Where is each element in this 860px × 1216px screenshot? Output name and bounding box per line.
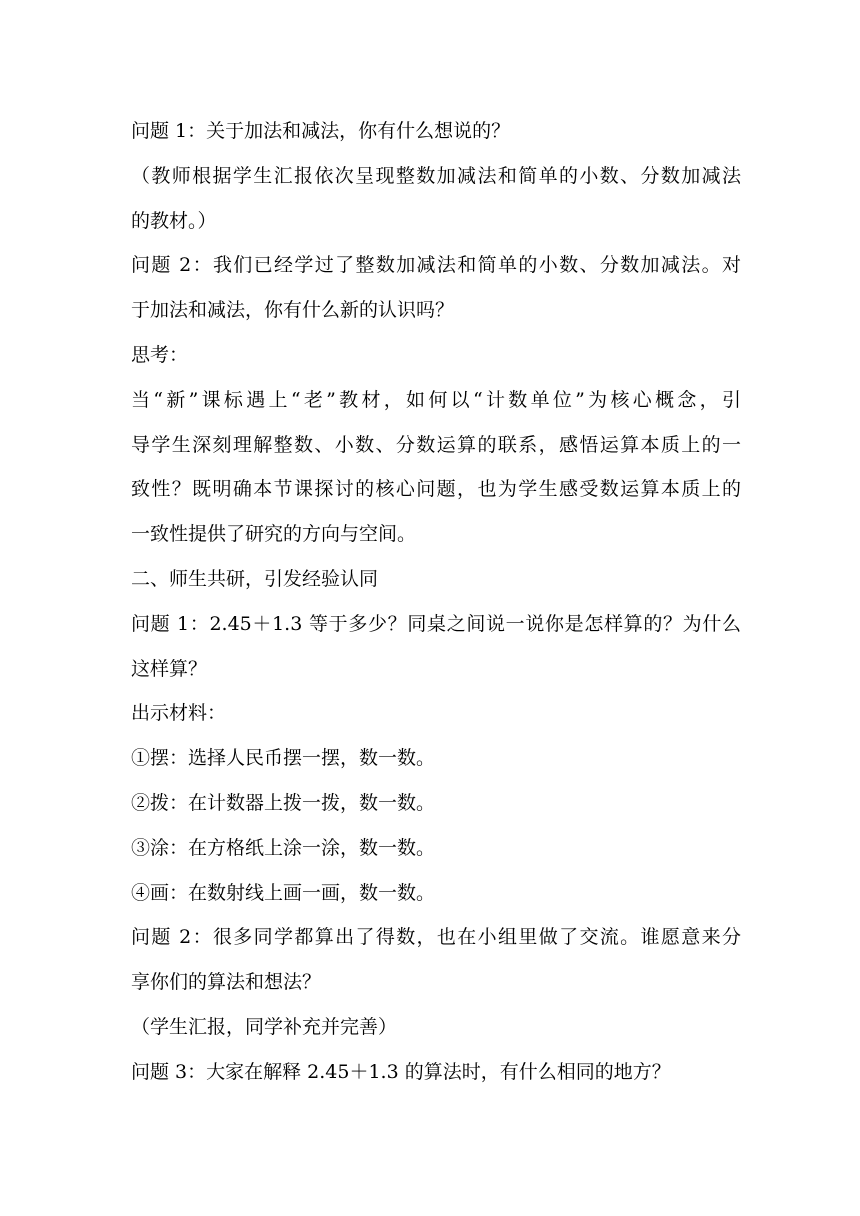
- teacher-note-line-1: （教师根据学生汇报依次呈现整数加减法和简单的小数、分数加减法: [131, 164, 741, 187]
- question-1-text: 问题 1：关于加法和减法，你有什么想说的？: [131, 120, 511, 142]
- material-item: ③涂：在方格纸上涂一涂，数一数。: [131, 836, 436, 859]
- question-2-line-2: 于加法和减法，你有什么新的认识吗？: [131, 299, 455, 322]
- question-2-line-1: 问题 2：我们已经学过了整数加减法和简单的小数、分数加减法。对: [131, 254, 741, 277]
- section-question-1-line-2: 这样算？: [131, 657, 208, 680]
- reflection-line-1: 当“新”课标遇上“老”教材，如何以“计数单位”为核心概念，引: [131, 388, 741, 411]
- material-item: ②拨：在计数器上拨一拨，数一数。: [131, 791, 436, 814]
- reflection-heading: 思考：: [131, 343, 189, 366]
- section-question-2-line-2: 享你们的算法和想法？: [131, 971, 322, 994]
- student-report-note: （学生汇报，同学补充并完善）: [131, 1015, 398, 1038]
- section-question-1-line-1: 问题 1：2.45＋1.3 等于多少？同桌之间说一说你是怎样算的？为什么: [131, 612, 741, 635]
- section-question-2-line-1: 问题 2：很多同学都算出了得数，也在小组里做了交流。谁愿意来分: [131, 926, 741, 949]
- reflection-line-3: 致性？既明确本节课探讨的核心问题，也为学生感受数运算本质上的: [131, 478, 741, 501]
- document-body: [131, 109, 741, 1095]
- teacher-note-line-2: 的教材。）: [131, 209, 217, 232]
- reflection-line-4: 一致性提供了研究的方向与空间。: [131, 523, 417, 546]
- reflection-line-2: 导学生深刻理解整数、小数、分数运算的联系，感悟运算本质上的一: [131, 433, 741, 456]
- material-item: ①摆：选择人民币摆一摆，数一数。: [131, 747, 436, 770]
- section-question-3-text: 问题 3：大家在解释 2.45＋1.3 的算法时，有什么相同的地方？: [131, 1060, 671, 1083]
- material-item: ④画：在数射线上画一画，数一数。: [131, 881, 436, 904]
- materials-heading: 出示材料：: [131, 702, 227, 725]
- section-heading: 二、师生共研，引发经验认同: [131, 567, 379, 590]
